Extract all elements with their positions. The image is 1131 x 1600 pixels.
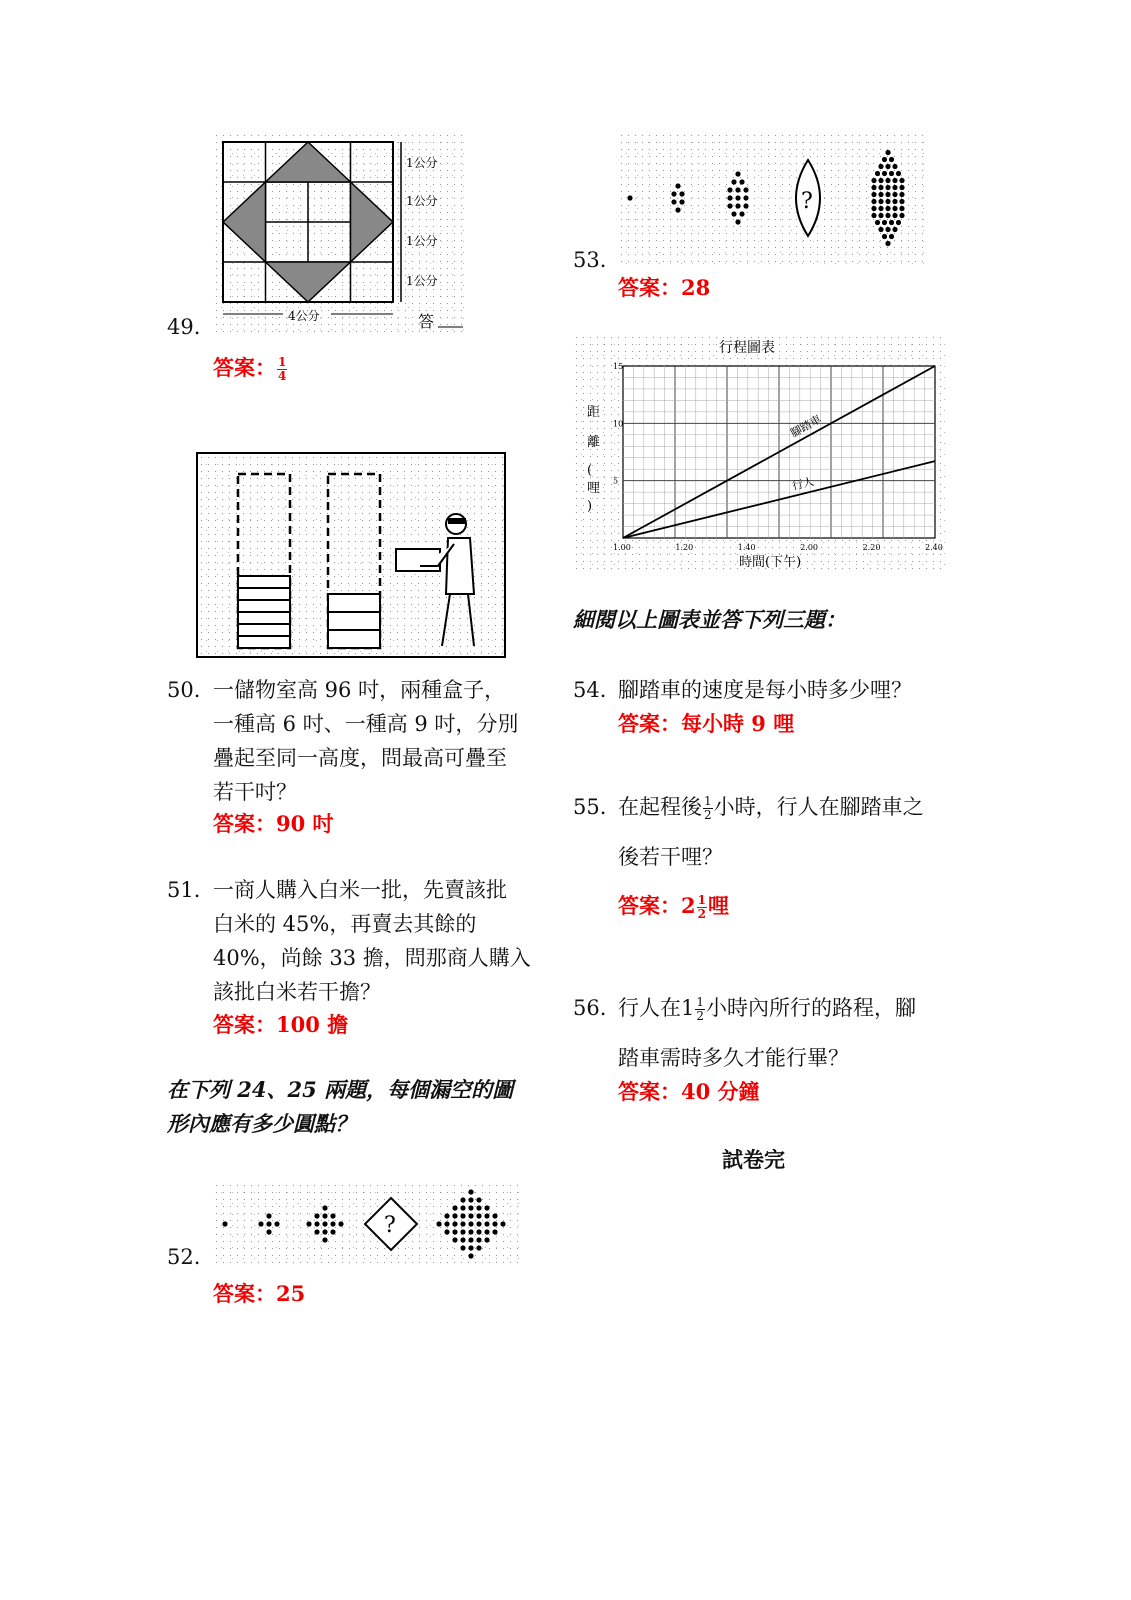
dot [882, 234, 887, 239]
chart-ylabel-char: 哩 [587, 481, 601, 496]
dot [892, 185, 897, 190]
dot [476, 1221, 481, 1226]
q55-question-cont: 後若干哩？ [618, 845, 723, 869]
q54-number: 54. [573, 678, 607, 702]
dot [889, 234, 894, 239]
chart-ylabel-char: 離 [587, 435, 601, 450]
dot [885, 192, 890, 197]
dot [878, 185, 883, 190]
dot [222, 1221, 227, 1226]
svg-text:1公分: 1公分 [406, 194, 438, 208]
dot [875, 171, 880, 176]
chart-series-label: 行人 [790, 474, 816, 493]
svg-text:1公分: 1公分 [406, 234, 438, 248]
q50-line: 若干吋？ [213, 780, 297, 804]
dot [460, 1229, 465, 1234]
dot [889, 171, 894, 176]
q55-text: 在起程後 [618, 795, 702, 819]
dot [330, 1221, 335, 1226]
q51-line: 一商人購入白米一批，先賣該批 [213, 878, 507, 902]
q54-question: 腳踏車的速度是每小時多少哩？ [618, 678, 912, 702]
dot [330, 1213, 335, 1218]
q52-figure [213, 1182, 523, 1266]
dot [675, 207, 680, 212]
q51-line: 白米的 45%，再賣去其餘的 [213, 912, 477, 936]
q49-figure [213, 132, 465, 332]
dot [899, 199, 904, 204]
chart-x-tick: 1.20 [675, 543, 694, 552]
chart-x-tick: 2.40 [925, 543, 943, 552]
dot [743, 187, 748, 192]
dot [896, 220, 901, 225]
dot [314, 1221, 319, 1226]
q50-number: 50. [167, 678, 201, 702]
q51-question [213, 873, 543, 1009]
dot [731, 179, 736, 184]
q55-number: 55. [573, 795, 607, 819]
q51-answer: 答案：100 擔 [213, 1012, 349, 1037]
dot [878, 192, 883, 197]
dot [627, 195, 632, 200]
dot [892, 227, 897, 232]
svg-text:答: 答 [418, 312, 435, 331]
dot [735, 187, 740, 192]
dot [885, 178, 890, 183]
dot [675, 183, 680, 188]
chart-x-tick: 2.00 [800, 543, 819, 552]
dot [899, 185, 904, 190]
svg-text:4公分: 4公分 [288, 309, 320, 323]
dot [468, 1253, 473, 1258]
chart-ylabel-char: ( [587, 463, 593, 478]
q52-number: 52. [167, 1245, 201, 1269]
dot [484, 1205, 489, 1210]
dot [739, 211, 744, 216]
dot [266, 1221, 271, 1226]
dot [468, 1245, 473, 1250]
q52-answer: 答案：25 [213, 1281, 306, 1306]
svg-text:?: ? [384, 1213, 396, 1238]
dot [266, 1213, 271, 1218]
q55-text: 小時，行人在腳踏車之 [713, 795, 924, 819]
dot [460, 1205, 465, 1210]
dot [889, 157, 894, 162]
dot [727, 195, 732, 200]
dot [460, 1221, 465, 1226]
dot [679, 191, 684, 196]
dot [871, 178, 876, 183]
dot [258, 1221, 263, 1226]
dot [892, 199, 897, 204]
dot [322, 1221, 327, 1226]
dot [484, 1237, 489, 1242]
chart-ylabel-char: 距 [587, 405, 601, 420]
dot [452, 1229, 457, 1234]
dot [671, 191, 676, 196]
dot [452, 1221, 457, 1226]
dot [885, 206, 890, 211]
dot [436, 1221, 441, 1226]
q56-text: 小時內所行的路程，腳 [706, 996, 917, 1020]
dot [468, 1237, 473, 1242]
dot [338, 1221, 343, 1226]
dot [735, 195, 740, 200]
q55-answer-fraction: $\frac{1}{2}$ [697, 893, 706, 921]
dot [468, 1213, 473, 1218]
q56-number: 56. [573, 996, 607, 1020]
dot [468, 1189, 473, 1194]
dot [885, 185, 890, 190]
dot [885, 227, 890, 232]
q56-question [618, 991, 948, 1025]
dot [871, 206, 876, 211]
dot [492, 1229, 497, 1234]
dot [896, 171, 901, 176]
dot [452, 1213, 457, 1218]
dot [871, 199, 876, 204]
chart-x-tick: 1.00 [613, 543, 631, 552]
dot [322, 1205, 327, 1210]
dot [468, 1221, 473, 1226]
dot [885, 213, 890, 218]
instruction-right: 細閱以上圖表並答下列三題： [573, 607, 846, 632]
dot [314, 1213, 319, 1218]
chart-ylabel-char: ) [587, 499, 593, 514]
dot [899, 178, 904, 183]
instruction-left-line: 在下列 24、25 兩題，每個漏空的圖 [167, 1077, 514, 1102]
q50-line: 疊起至同一高度，問最高可疊至 [213, 746, 507, 770]
dot [735, 203, 740, 208]
dot [492, 1213, 497, 1218]
chart-xlabel: 時間(下午) [739, 555, 802, 570]
dot [871, 192, 876, 197]
dot [882, 171, 887, 176]
dot [882, 157, 887, 162]
q51-line: 該批白米若干擔？ [213, 980, 381, 1004]
dot [743, 203, 748, 208]
q55-answer: 答案：2 $\frac{1}{2}$ 哩 [618, 893, 729, 921]
dot [892, 164, 897, 169]
q56-fraction: $\frac{1}{2}$ [696, 995, 705, 1023]
dot [727, 187, 732, 192]
q53-answer: 答案：28 [618, 275, 711, 300]
dot [460, 1245, 465, 1250]
dot [871, 185, 876, 190]
dot [314, 1229, 319, 1234]
dot [878, 178, 883, 183]
q50-figure [196, 452, 506, 658]
dot [444, 1213, 449, 1218]
svg-text:1公分: 1公分 [406, 274, 438, 288]
dot [871, 213, 876, 218]
q54-answer: 答案：每小時 9 哩 [618, 711, 795, 736]
q50-answer: 答案：90 吋 [213, 811, 334, 836]
dot [452, 1205, 457, 1210]
q50-question [213, 673, 543, 809]
instruction-left [167, 1073, 547, 1141]
dot [735, 171, 740, 176]
q53-number: 53. [573, 248, 607, 272]
dot [460, 1197, 465, 1202]
dot [892, 213, 897, 218]
dot [460, 1213, 465, 1218]
dot [878, 199, 883, 204]
dot [476, 1205, 481, 1210]
dot [492, 1221, 497, 1226]
svg-text:?: ? [801, 189, 813, 214]
dot [892, 206, 897, 211]
dot [735, 219, 740, 224]
dot [739, 179, 744, 184]
dot [476, 1237, 481, 1242]
end-of-paper: 試卷完 [722, 1147, 785, 1172]
chart-y-tick: 10 [613, 419, 624, 429]
dot [484, 1213, 489, 1218]
q49-answer: 答案： $\frac{1}{4}$ [213, 355, 287, 383]
dot [468, 1197, 473, 1202]
dot [889, 220, 894, 225]
dot [500, 1221, 505, 1226]
q55-fraction: $\frac{1}{2}$ [704, 794, 712, 822]
dot [899, 213, 904, 218]
dot [892, 192, 897, 197]
dot [476, 1213, 481, 1218]
travel-chart [573, 334, 945, 572]
dot [899, 206, 904, 211]
q50-line: 一儲物室高 96 吋，兩種盒子， [213, 678, 506, 702]
dot [892, 178, 897, 183]
q56-answer: 答案：40 分鐘 [618, 1079, 760, 1104]
dot [882, 220, 887, 225]
q56-question-cont: 踏車需時多久才能行畢？ [618, 1046, 849, 1070]
dot [476, 1197, 481, 1202]
chart-y-tick: 5 [613, 476, 619, 486]
svg-text:1公分: 1公分 [406, 156, 438, 170]
q56-text: 行人在1 [618, 996, 695, 1020]
q50-line: 一種高 6 吋、一種高 9 吋，分別 [213, 712, 519, 736]
chart-y-tick: 15 [613, 362, 624, 371]
dot [322, 1213, 327, 1218]
dot [875, 220, 880, 225]
dot [484, 1229, 489, 1234]
dot [468, 1229, 473, 1234]
dot [484, 1221, 489, 1226]
dot [885, 199, 890, 204]
chart-title: 行程圖表 [719, 340, 775, 356]
dot [679, 199, 684, 204]
q53-figure [618, 132, 928, 268]
dot [444, 1229, 449, 1234]
dot [727, 203, 732, 208]
chart-x-tick: 2.20 [862, 543, 881, 552]
instruction-left-line: 形內應有多少圓點？ [167, 1111, 356, 1136]
dot [743, 195, 748, 200]
chart-series-label: 腳踏車 [788, 412, 824, 440]
dot [731, 211, 736, 216]
dot [322, 1237, 327, 1242]
q51-line: 40%，尚餘 33 擔，問那商人購入 [213, 946, 531, 970]
dot [878, 164, 883, 169]
dot [476, 1229, 481, 1234]
dot [885, 150, 890, 155]
dot [306, 1221, 311, 1226]
dot [322, 1229, 327, 1234]
dot [878, 206, 883, 211]
q51-number: 51. [167, 878, 201, 902]
chart-x-tick: 1.40 [737, 543, 756, 552]
dot [274, 1221, 279, 1226]
dot [476, 1245, 481, 1250]
dot [330, 1229, 335, 1234]
dot [878, 227, 883, 232]
dot [266, 1229, 271, 1234]
dot [878, 213, 883, 218]
dot [452, 1237, 457, 1242]
dot [899, 192, 904, 197]
dot [885, 164, 890, 169]
q49-answer-fraction: $\frac{1}{4}$ [278, 355, 287, 383]
dot [444, 1221, 449, 1226]
dot [460, 1237, 465, 1242]
q55-question [618, 790, 948, 824]
dot [468, 1205, 473, 1210]
q49-number: 49. [167, 315, 201, 339]
dot [885, 241, 890, 246]
dot [671, 199, 676, 204]
